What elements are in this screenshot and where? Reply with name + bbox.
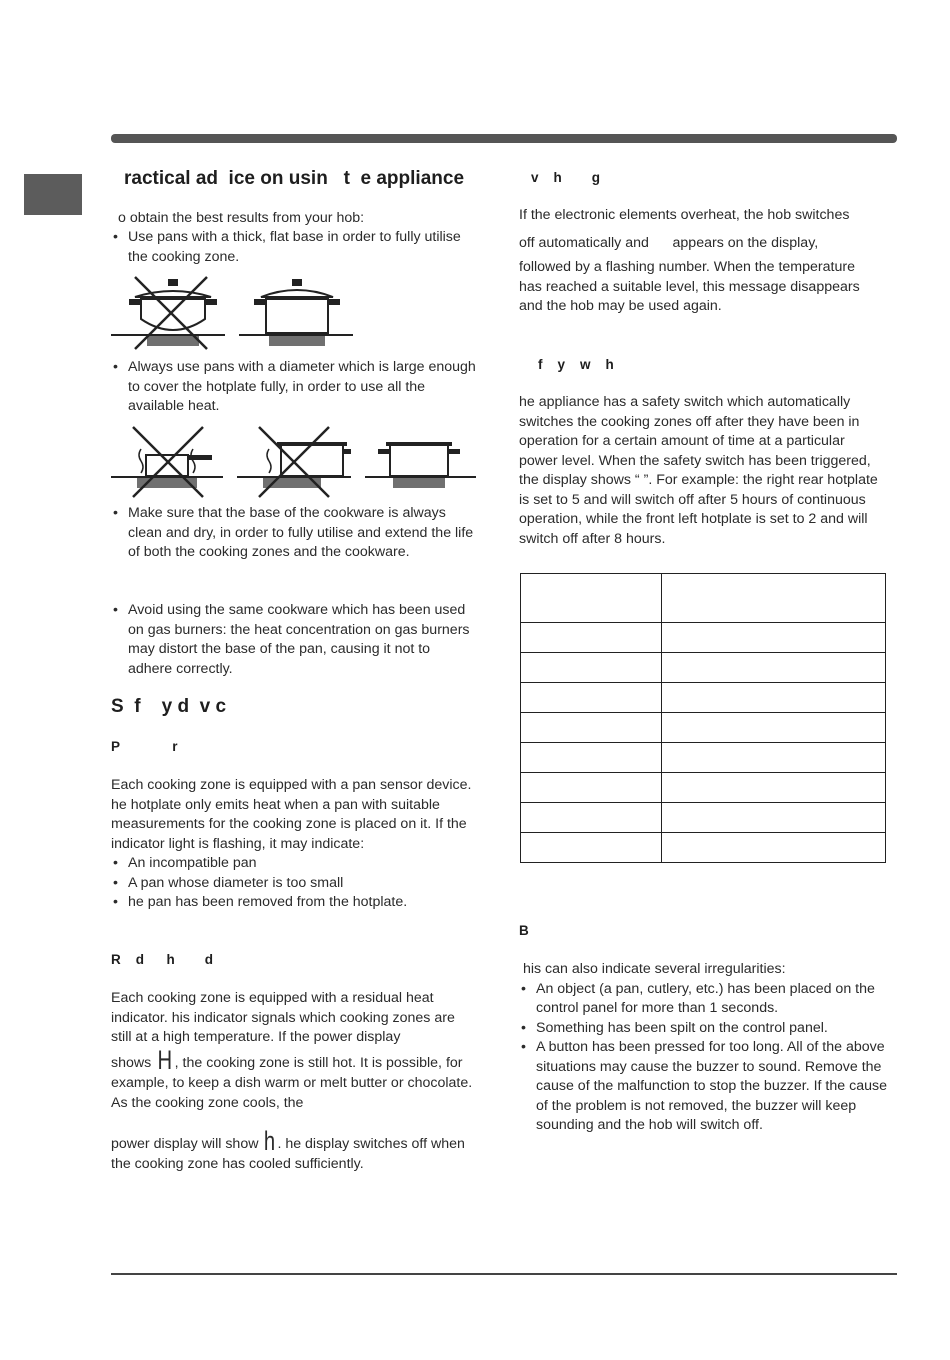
list-item: • An object (a pan, cutlery, etc.) has been placed on the control panel for more than 1 seconds. (519, 980, 887, 1019)
table-row (521, 623, 886, 653)
advice-bullet-1: • Use pans with a thick, flat base in order to fully utilise the cooking zone. (111, 228, 476, 267)
table-row (521, 743, 886, 773)
correct-pan-zone-icon (365, 442, 476, 488)
overheat-text-3: followed by a flashing number. When the temperature has reached a suitable level, this message disappears and the hob may be used again. (519, 259, 860, 314)
table-cell (521, 574, 662, 623)
advice-bullet-4: • Avoid using the same cookware which has been used on gas burners: the heat concentration on gas burners may distort the base of the pan, causing it not to adhere correctly. (111, 601, 476, 679)
power-level-table (520, 573, 886, 863)
pan-base-illustration (111, 275, 361, 350)
intro-text: o obtain the best results from your hob: (118, 210, 365, 226)
table-cell (521, 773, 662, 803)
small-pan-zone-icon (237, 427, 351, 497)
table-row (521, 713, 886, 743)
pan-sensor-list (111, 854, 476, 913)
table-row (521, 833, 886, 863)
residual-heat-text-2 (111, 1045, 476, 1113)
advice-bullet-3: • Make sure that the base of the cookware is always clean and dry, in order to fully utilise and extend the life of both the cooking zones and the cookware. (111, 504, 476, 563)
shows-label: shows (111, 1055, 152, 1071)
buzzer-intro: his can also indicate several irregularities: (519, 961, 786, 977)
table-cell (521, 803, 662, 833)
top-rule (111, 134, 897, 143)
residual-heat-heading: R d h d (111, 952, 214, 967)
table-cell (662, 623, 886, 653)
residual-end-text: . he display switches off when the cooking zone has cooled sufficiently. (111, 1136, 465, 1172)
residual-heat-text-3 (111, 1126, 476, 1174)
curved-base-pan-icon (111, 279, 225, 346)
list-item: • An incompatible pan (111, 854, 476, 874)
table-cell (521, 623, 662, 653)
page-title: ractical ad ice on usin t e appliance (124, 168, 465, 189)
pan-diameter-illustration (111, 425, 476, 500)
table-row (521, 653, 886, 683)
table-header-row (521, 574, 886, 623)
table-cell (662, 713, 886, 743)
table-cell (521, 653, 662, 683)
buzzer-list (519, 980, 887, 1136)
flat-base-pan-icon (239, 279, 353, 346)
overheat-text-1: If the electronic elements overheat, the hob switches (519, 207, 850, 223)
safety-heading: S f y d v c (111, 696, 227, 717)
power-display-label: power display will show (111, 1136, 259, 1152)
bottom-rule (111, 1273, 897, 1275)
table-row (521, 803, 886, 833)
table-cell (521, 713, 662, 743)
h-display-icon: H (157, 1045, 173, 1075)
table-cell (521, 683, 662, 713)
list-item: • A button has been pressed for too long. All of the above situations may cause the buzzer to sound. Remove the cause of the malfunction to stop the buzzer. If the cause of the problem is not removed, the buzzer will keep sounding and the hob will switch off. (519, 1038, 887, 1136)
table-cell (521, 833, 662, 863)
h-lower-display-icon: h (264, 1126, 276, 1156)
section-tab (24, 174, 82, 215)
buzzer-heading: B (519, 923, 529, 938)
safety-switch-text: he appliance has a safety switch which automatically switches the cooking zones off after they have been in operation for a certain amount of time at a particular power level. When the safety switch has been triggered, the display shows “ ”. For example: the right rear hotplate is set to 5 and will switch off after 5 hours of continuous operation, while the front left hotplate is set to 2 and will switch off after 8 hours. (519, 394, 878, 547)
table-cell (662, 683, 886, 713)
overheating-heading: v h g (531, 170, 601, 185)
pan-sensor-heading: P r (111, 739, 178, 754)
residual-heat-text: Each cooking zone is equipped with a residual heat indicator. his indicator signals which cooking zones are still at a high temperature. If the power display (111, 990, 455, 1045)
table-cell (662, 773, 886, 803)
list-item: • Something has been spilt on the control panel. (519, 1019, 887, 1039)
list-item: • he pan has been removed from the hotplate. (111, 893, 476, 913)
overheat-text-2: off automatically and appears on the display, (519, 235, 819, 251)
small-pan-large-zone-icon (111, 427, 223, 497)
table-cell (662, 803, 886, 833)
table-cell (662, 833, 886, 863)
table-cell (662, 743, 886, 773)
table-cell (521, 743, 662, 773)
advice-bullet-2: • Always use pans with a diameter which is large enough to cover the hotplate fully, in order to use all the available heat. (111, 358, 476, 417)
table-row (521, 683, 886, 713)
residual-mid-text: , the cooking zone is still hot. It is possible, for example, to keep a dish warm or melt butter or chocolate. As the cooking zone cools, the (111, 1055, 473, 1111)
pan-sensor-text: Each cooking zone is equipped with a pan sensor device. he hotplate only emits heat when a pan with suitable measurements for the cooking zone is placed on it. If the indicator light is flashing, it may indicate: (111, 777, 472, 852)
safety-switch-heading: f y w h (538, 357, 614, 372)
table-row (521, 773, 886, 803)
list-item: • A pan whose diameter is too small (111, 874, 476, 894)
table-cell (662, 574, 886, 623)
table-cell (662, 653, 886, 683)
